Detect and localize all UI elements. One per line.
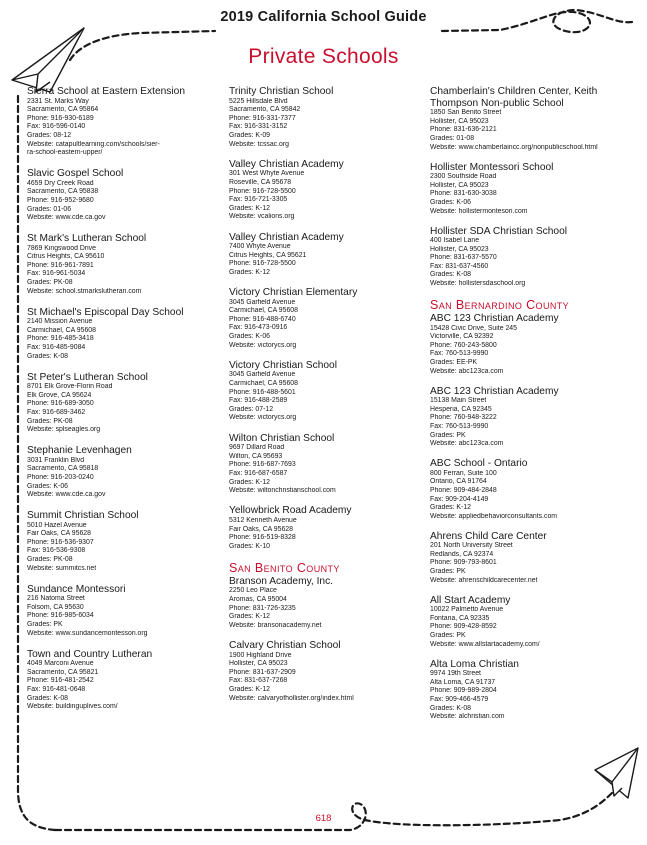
school-detail: Hollister, CA 95023 — [430, 117, 489, 125]
school-detail: Phone: 916-203-0240 — [27, 473, 94, 481]
school-detail: Roseville, CA 95678 — [229, 178, 292, 186]
school-detail: Fax: 831-637-4560 — [430, 262, 489, 270]
school-entry — [430, 531, 635, 586]
school-website: Website: victorycs.org — [229, 414, 297, 422]
school-name: Alta Loma Christian — [430, 658, 519, 670]
school-detail: 2300 Southside Road — [430, 173, 497, 181]
school-entry — [27, 445, 223, 500]
school-detail: Fair Oaks, CA 95628 — [229, 525, 293, 533]
school-detail: Grades: K-12 — [229, 268, 270, 276]
school-detail: Grades: PK — [430, 568, 466, 576]
school-website: Website: catapultlearning.com/schools/sier- — [27, 140, 160, 148]
school-entry — [27, 168, 223, 223]
school-website: Website: www.chamberlaincc.org/nonpublicschool.html — [430, 143, 598, 151]
school-detail: Grades: K-12 — [430, 504, 471, 512]
school-website: Website: school.stmarkslutheran.com — [27, 287, 142, 295]
school-detail: 3045 Garfield Avenue — [229, 371, 296, 379]
school-entry — [229, 232, 423, 278]
school-name: Calvary Christian School — [229, 640, 341, 652]
school-website: Website: splseagles.org — [27, 426, 101, 434]
school-detail: Grades: K-12 — [229, 478, 270, 486]
school-detail: Grades: PK-08 — [27, 417, 73, 425]
school-entry — [229, 287, 423, 350]
school-website: Website: ahrenschildcarecenter.net — [430, 576, 538, 584]
school-detail: Phone: 916-481-2542 — [27, 677, 94, 685]
school-detail: Phone: 916-488-6740 — [229, 315, 296, 323]
school-detail: Sacramento, CA 95838 — [27, 188, 99, 196]
school-website: Website: summitcs.net — [27, 564, 97, 572]
school-detail: 1900 Highland Drive — [229, 651, 292, 659]
school-detail: Victorville, CA 92392 — [430, 333, 494, 341]
school-name: Valley Christian Academy — [229, 231, 344, 243]
school-detail: Grades: PK — [27, 621, 63, 629]
school-detail: Phone: 916-485-3418 — [27, 335, 94, 343]
school-detail: Grades: K-09 — [229, 131, 270, 139]
school-detail: Grades: 01-08 — [430, 134, 475, 142]
school-entry — [229, 505, 423, 551]
school-detail: Fax: 909-204-4149 — [430, 495, 489, 503]
school-detail: 5010 Hazel Avenue — [27, 521, 87, 529]
school-detail: Fax: 916-721-3305 — [229, 196, 288, 204]
school-name: Branson Academy, Inc. — [229, 575, 334, 587]
school-website: Website: www.cde.ca.gov — [27, 491, 106, 499]
school-detail: Grades: K-06 — [229, 333, 270, 341]
school-detail: Phone: 831-726-3235 — [229, 604, 296, 612]
bottom-dashed-swoosh — [55, 790, 615, 830]
school-entry — [27, 307, 223, 362]
column-3 — [430, 86, 635, 722]
school-detail: 10022 Palmetto Avenue — [430, 606, 504, 614]
school-detail: Hollister, CA 95023 — [430, 245, 489, 253]
school-detail: Carmichael, CA 95608 — [229, 380, 298, 387]
school-detail: Grades: K-08 — [27, 694, 68, 702]
county-heading — [430, 298, 635, 312]
school-detail: Grades: 01-06 — [27, 205, 72, 213]
school-detail: Grades: K-08 — [430, 271, 471, 279]
school-detail: Citrus Heights, CA 95610 — [27, 253, 105, 261]
county-heading-text: San Benito County — [229, 560, 340, 575]
school-entry — [27, 649, 223, 712]
school-detail: Fax: 916-485-9084 — [27, 344, 86, 352]
column-1 — [27, 86, 223, 712]
school-detail: Grades: K-06 — [430, 198, 471, 206]
school-website: Website: tcssac.org — [229, 140, 289, 148]
school-detail: Fax: 909-466-4579 — [430, 695, 489, 703]
school-detail: Redlands, CA 92374 — [430, 550, 494, 558]
school-detail: Phone: 831-636-2121 — [430, 126, 497, 134]
school-detail: 800 Ferrari, Suite 100 — [430, 469, 497, 477]
school-detail: 5312 Kenneth Avenue — [229, 516, 297, 524]
school-detail: Ontario, CA 91764 — [430, 478, 487, 486]
school-name: Slavic Gospel School — [27, 168, 124, 180]
school-entry — [27, 584, 223, 639]
school-detail: Grades: K-10 — [229, 542, 270, 550]
school-entry — [27, 86, 223, 158]
school-detail: 2140 Mission Avenue — [27, 318, 93, 326]
school-detail: Sacramento, CA 95864 — [27, 106, 99, 114]
school-website: Website: abc123ca.com — [430, 367, 504, 375]
school-detail: 2331 St. Marks Way — [27, 97, 89, 105]
school-detail: Sacramento, CA 95818 — [27, 465, 99, 473]
school-website: Website: appliedbehaviorconsultants.com — [430, 512, 558, 520]
school-detail: Phone: 909-428-8592 — [430, 623, 497, 631]
school-detail: ra-school-eastern-upper/ — [27, 149, 103, 157]
school-name: Victory Christian Elementary — [229, 287, 358, 299]
school-name: All Start Academy — [430, 594, 511, 606]
school-detail: Phone: 916-331-7377 — [229, 114, 296, 122]
school-name: St Michael's Episcopal Day School — [27, 306, 184, 318]
column-2 — [229, 86, 423, 703]
school-detail: 400 Isabel Lane — [430, 237, 480, 245]
school-name: Valley Christian Academy — [229, 158, 344, 170]
school-entry — [27, 372, 223, 435]
school-website: Website: vcalions.org — [229, 213, 295, 221]
school-entry — [430, 86, 635, 152]
school-entry — [27, 510, 223, 573]
school-detail: Phone: 916-488-5601 — [229, 388, 296, 396]
school-website: Website: hollistermontesori.com — [430, 207, 528, 215]
school-detail: Grades: 07-12 — [229, 405, 274, 413]
school-detail: Grades: K-12 — [229, 204, 270, 212]
school-website: Website: buildinguplives.com/ — [27, 703, 118, 711]
school-entry — [430, 595, 635, 650]
school-detail: Fair Oaks, CA 95628 — [27, 530, 91, 538]
school-detail: 3031 Franklin Blvd — [27, 456, 85, 464]
school-detail: Wilton, CA 95693 — [229, 452, 283, 460]
school-detail: Grades: K-08 — [430, 704, 471, 712]
school-detail: 7400 Whyte Avenue — [229, 243, 291, 251]
school-detail: Alta Loma, CA 91737 — [430, 678, 496, 686]
school-detail: Grades: K-06 — [27, 482, 68, 490]
school-entry — [430, 313, 635, 376]
section-title: Private Schools — [248, 45, 399, 68]
school-detail: 7869 Kingswood Drive — [27, 244, 96, 252]
school-name: Victory Christian School — [229, 359, 337, 371]
school-entry — [229, 86, 423, 149]
school-detail: Phone: 916-536-9307 — [27, 538, 94, 546]
school-name: St Peter's Lutheran School — [27, 371, 148, 383]
school-entry — [229, 159, 423, 222]
school-detail: Phone: 916-689-3050 — [27, 400, 94, 408]
school-name: Ahrens Child Care Center — [430, 530, 547, 542]
school-detail: Aromas, CA 95004 — [229, 596, 287, 604]
school-detail: Phone: 909-793-8601 — [430, 559, 497, 567]
school-detail: 201 North University Street — [430, 542, 513, 550]
school-detail: Phone: 909-989-2804 — [430, 687, 497, 695]
school-detail: Grades: PK-08 — [27, 279, 73, 287]
school-detail: Grades: K-08 — [27, 352, 68, 360]
school-website: Website: hollistersdaschool.org — [430, 280, 526, 288]
paper-plane-icon — [595, 748, 638, 798]
school-detail: Sacramento, CA 95821 — [27, 668, 99, 676]
school-detail: Fax: 760-513-9990 — [430, 350, 489, 358]
school-name: Summit Christian School — [27, 510, 139, 522]
school-detail: Carmichael, CA 95608 — [229, 307, 298, 315]
school-detail: 15428 Civic Drive, Suite 245 — [430, 324, 517, 332]
school-detail: 301 West Whyte Avenue — [229, 170, 305, 178]
school-detail: Grades: K-12 — [229, 686, 270, 693]
school-detail: Phone: 831-637-2909 — [229, 668, 296, 676]
school-detail: Citrus Heights, CA 95621 — [229, 251, 307, 259]
school-website: Website: victorycs.org — [229, 341, 297, 349]
school-entry — [430, 226, 635, 289]
school-detail: 5225 Hillsdale Blvd — [229, 97, 288, 105]
school-entry — [27, 233, 223, 296]
school-detail: 4049 Marconi Avenue — [27, 660, 94, 668]
school-detail: Phone: 916-952-9680 — [27, 196, 94, 204]
school-detail: Fontana, CA 92335 — [430, 614, 490, 622]
school-detail: Phone: 831-630-3038 — [430, 190, 497, 198]
school-entry — [229, 360, 423, 423]
school-detail: Phone: 916-961-7891 — [27, 261, 94, 269]
school-detail: Fax: 916-481-0648 — [27, 685, 86, 693]
school-detail: Fax: 916-488-2589 — [229, 397, 288, 405]
school-name: ABC 123 Christian Academy — [430, 385, 559, 397]
school-name: St Mark's Lutheran School — [27, 233, 147, 245]
school-detail: Grades: PK — [430, 431, 466, 439]
school-entry — [229, 433, 423, 496]
school-detail: Sacramento, CA 95842 — [229, 106, 301, 114]
school-name: Wilton Christian School — [229, 432, 335, 444]
school-detail: 2250 Leo Place — [229, 587, 277, 595]
school-name: Yellowbrick Road Academy — [229, 505, 352, 517]
school-website: Website: calvaryofhollister.org/index.html — [229, 694, 354, 702]
school-detail: Phone: 831-637-5570 — [430, 254, 497, 262]
school-detail: Grades: PK-08 — [27, 556, 73, 564]
county-heading — [229, 561, 423, 575]
school-detail: Grades: 08-12 — [27, 131, 72, 139]
school-detail: Phone: 916-930-6189 — [27, 114, 94, 122]
school-name: Stephanie Levenhagen — [27, 445, 132, 457]
school-website: Website: wiltonchristianschool.com — [229, 487, 336, 495]
county-heading-text: San Bernardino County — [430, 298, 570, 313]
school-detail: 9697 Dillard Road — [229, 444, 285, 452]
school-detail: Grades: K-12 — [229, 613, 270, 621]
school-detail: Fax: 916-596-0140 — [27, 123, 86, 131]
school-detail: Phone: 916-519-8328 — [229, 534, 296, 542]
school-name: Town and Country Lutheran — [27, 648, 153, 660]
school-detail: Phone: 760-243-5800 — [430, 341, 497, 349]
school-name: Sierra School at Eastern Extension — [27, 86, 185, 97]
school-detail: 3045 Garfield Avenue — [229, 298, 296, 306]
school-name: ABC 123 Christian Academy — [430, 313, 559, 325]
school-detail: 1850 San Benito Street — [430, 109, 502, 117]
school-name: Sundance Montessori — [27, 583, 126, 595]
school-entry — [430, 386, 635, 449]
school-detail: Folsom, CA 95630 — [27, 603, 84, 611]
school-detail: Phone: 916-985-6034 — [27, 612, 94, 620]
school-detail: Elk Grove, CA 95624 — [27, 391, 92, 399]
school-name: ABC School - Ontario — [430, 458, 528, 470]
page-number: 618 — [315, 813, 332, 824]
school-entry — [229, 640, 423, 703]
school-entry — [430, 458, 635, 521]
school-detail: Fax: 916-687-6587 — [229, 469, 288, 477]
school-detail: Phone: 916-728-5500 — [229, 260, 296, 268]
school-detail: Fax: 916-689-3462 — [27, 408, 86, 416]
school-detail: Fax: 916-961-5034 — [27, 270, 86, 278]
school-detail: Grades: EE-PK — [430, 359, 478, 367]
school-website: Website: www.sundancemontessori.org — [27, 629, 148, 637]
school-detail: Carmichael, CA 95608 — [27, 326, 96, 334]
school-detail: Phone: 916-728-5500 — [229, 187, 296, 195]
school-detail: 216 Natoma Street — [27, 595, 85, 603]
school-website: Website: abc123ca.com — [430, 440, 504, 448]
school-detail: 9974 19th Street — [430, 670, 481, 678]
school-name: Hollister Montessori School — [430, 161, 554, 173]
school-detail: Hollister, CA 95023 — [430, 181, 489, 189]
school-detail: Fax: 916-536-9308 — [27, 547, 86, 555]
guide-title: 2019 California School Guide — [220, 9, 427, 25]
school-detail: Fax: 916-331-3152 — [229, 123, 288, 131]
school-website: Website: alchristian.com — [430, 713, 505, 721]
school-detail: Fax: 760-513-9990 — [430, 422, 489, 430]
school-name: Chamberlain's Children Center, Keith Thompson Non-public School — [430, 86, 598, 109]
school-website: Website: www.cde.ca.gov — [27, 214, 106, 222]
school-detail: 4659 Dry Creek Road — [27, 179, 94, 187]
school-detail: Grades: PK — [430, 632, 466, 640]
school-entry — [430, 659, 635, 722]
school-detail: Hollister, CA 95023 — [229, 660, 288, 668]
school-entry — [229, 576, 423, 631]
school-name: Trinity Christian School — [229, 86, 334, 97]
school-detail: Phone: 760-948-3222 — [430, 414, 497, 422]
school-website: Website: bransonacademy.net — [229, 621, 322, 629]
school-entry — [430, 162, 635, 217]
school-detail: Fax: 831-637-7268 — [229, 677, 288, 685]
school-website: Website: www.allstartacademy.com/ — [430, 640, 540, 648]
school-detail: Phone: 909-484-2848 — [430, 486, 497, 494]
school-name: Hollister SDA Christian School — [430, 225, 568, 237]
school-detail: 15138 Main Street — [430, 397, 487, 405]
school-detail: Hesperia, CA 92345 — [430, 405, 492, 413]
school-detail: 8701 Elk Grove-Florin Road — [27, 383, 113, 391]
school-detail: Phone: 916-687-7693 — [229, 461, 296, 469]
school-detail: Fax: 916-473-0916 — [229, 324, 288, 332]
